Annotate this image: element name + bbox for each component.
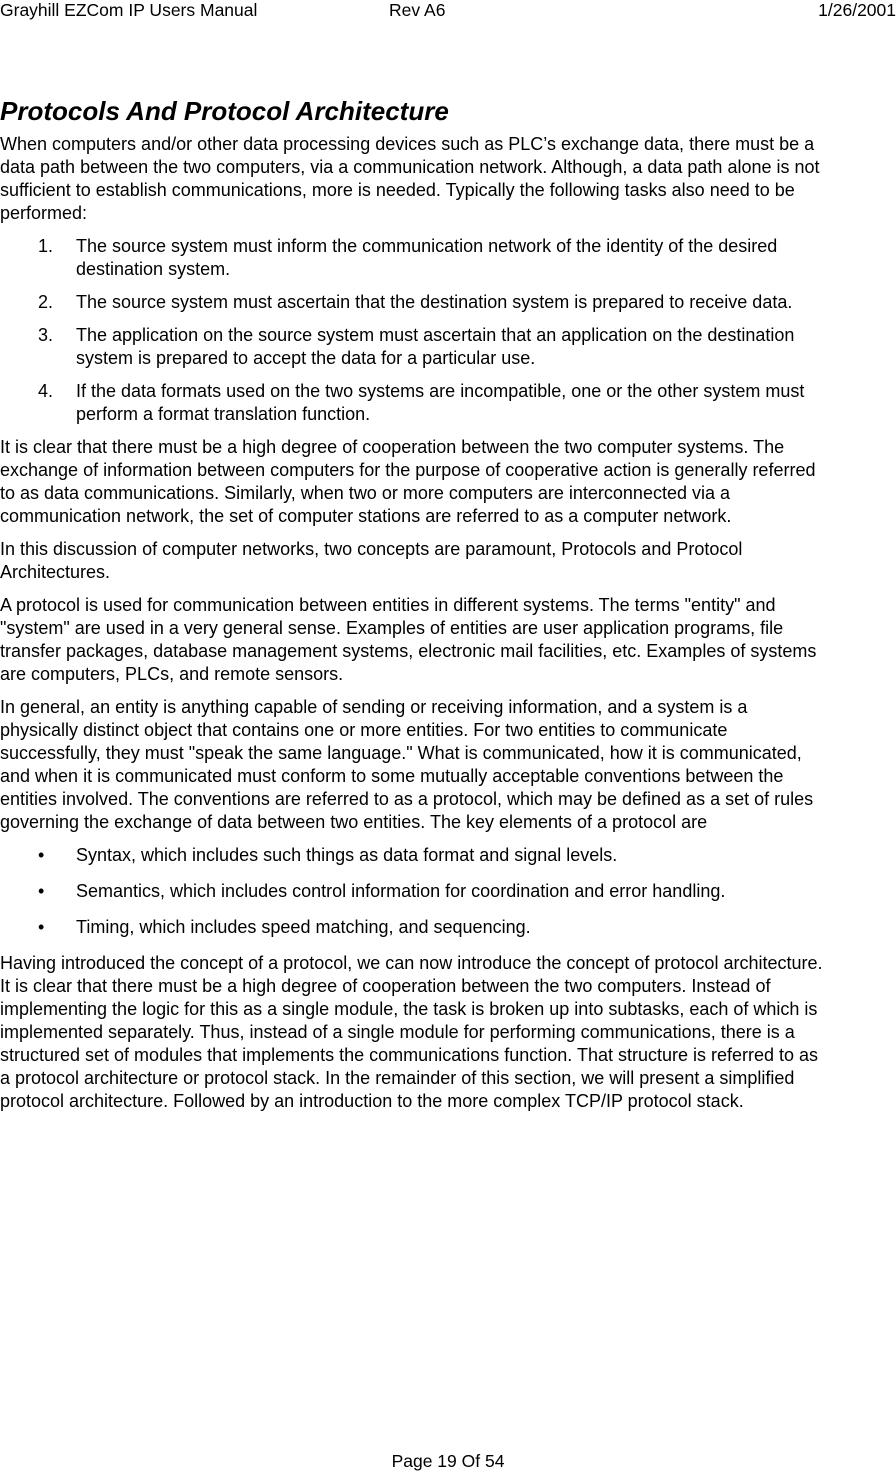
header-manual-title: Grayhill EZCom IP Users Manual [0, 0, 258, 20]
closing-paragraph: Having introduced the concept of a protocol, we can now introduce the concept of protocol architecture. It is clear that there must be a high degree of cooperation between the two computers. Instead of implementing the logic for this as a single module, the task is broken up into subtasks, each of which is implemented separately. Thus, instead of a single module for performing communications, there is a structured set of modules that implements the communications function. That structure is referred to as a protocol architecture or protocol stack. In the remainder of this section, we will present a simplified protocol architecture. Followed by an introduction to the more complex TCP/IP protocol stack. [0, 953, 823, 1111]
body-paragraph: A protocol is used for communication between entities in different systems. The terms "entity" and "system" are used in a very general sense. Examples of entities are user application programs, file transfer packages, database management systems, electronic mail facilities, etc. Examples of systems are computers, PLCs, and remote sensors. [0, 595, 817, 684]
list-number: 4. [38, 381, 54, 401]
list-item [0, 916, 830, 939]
body-paragraph: In this discussion of computer networks, two concepts are paramount, Protocols and Protocol Architectures. [0, 539, 743, 582]
page-content [0, 96, 830, 1123]
page-number: Page 19 Of 54 [391, 1451, 505, 1471]
body-paragraph: It is clear that there must be a high degree of cooperation between the two computer systems. The exchange of information between computers for the purpose of cooperative action is generally referred to as data communications. Similarly, when two or more computers are interconnected via a communication network, the set of computer stations are referred to as a computer network. [0, 437, 816, 526]
list-item [0, 844, 830, 867]
bullet-icon: • [38, 845, 45, 865]
list-item-text: If the data formats used on the two systems are incompatible, one or the other system must perform a format translation function. [76, 381, 805, 424]
list-item-text: Semantics, which includes control information for coordination and error handling. [76, 881, 726, 901]
list-item-text: The source system must inform the communication network of the identity of the desired destination system. [76, 236, 778, 279]
bullet-icon: • [38, 917, 45, 937]
list-item [0, 880, 830, 903]
list-item [0, 291, 830, 314]
list-number: 2. [38, 292, 54, 312]
bullet-icon: • [38, 881, 45, 901]
task-list [0, 235, 830, 426]
list-item-text: The source system must ascertain that the destination system is prepared to receive data. [76, 292, 793, 312]
list-item-text: Syntax, which includes such things as data format and signal levels. [76, 845, 618, 865]
header-revision: Rev A6 [389, 0, 446, 20]
header-date: 1/26/2001 [818, 0, 896, 20]
list-item-text: The application on the source system must ascertain that an application on the destination system is prepared to accept the data for a particular use. [76, 325, 795, 368]
list-number: 1. [38, 236, 54, 256]
list-number: 3. [38, 325, 54, 345]
section-title: Protocols And Protocol Architecture [0, 96, 449, 126]
list-item [0, 324, 830, 370]
list-item-text: Timing, which includes speed matching, and sequencing. [76, 917, 531, 937]
protocol-elements-list [0, 844, 830, 939]
intro-paragraph: When computers and/or other data processing devices such as PLC’s exchange data, there must be a data path between the two computers, via a communication network. Although, a data path alone is not sufficient to establish communications, more is needed. Typically the following tasks also need to be performed: [0, 134, 820, 223]
list-item [0, 235, 830, 281]
list-item [0, 380, 830, 426]
page-header [0, 0, 896, 20]
body-paragraph: In general, an entity is anything capable of sending or receiving information, and a system is a physically distinct object that contains one or more entities. For two entities to communicate successfully, they must "speak the same language." What is communicated, how it is communicated, and when it is communicated must conform to some mutually acceptable conventions between the entities involved. The conventions are referred to as a protocol, which may be defined as a set of rules governing the exchange of data between two entities. The key elements of a protocol are [0, 697, 814, 832]
